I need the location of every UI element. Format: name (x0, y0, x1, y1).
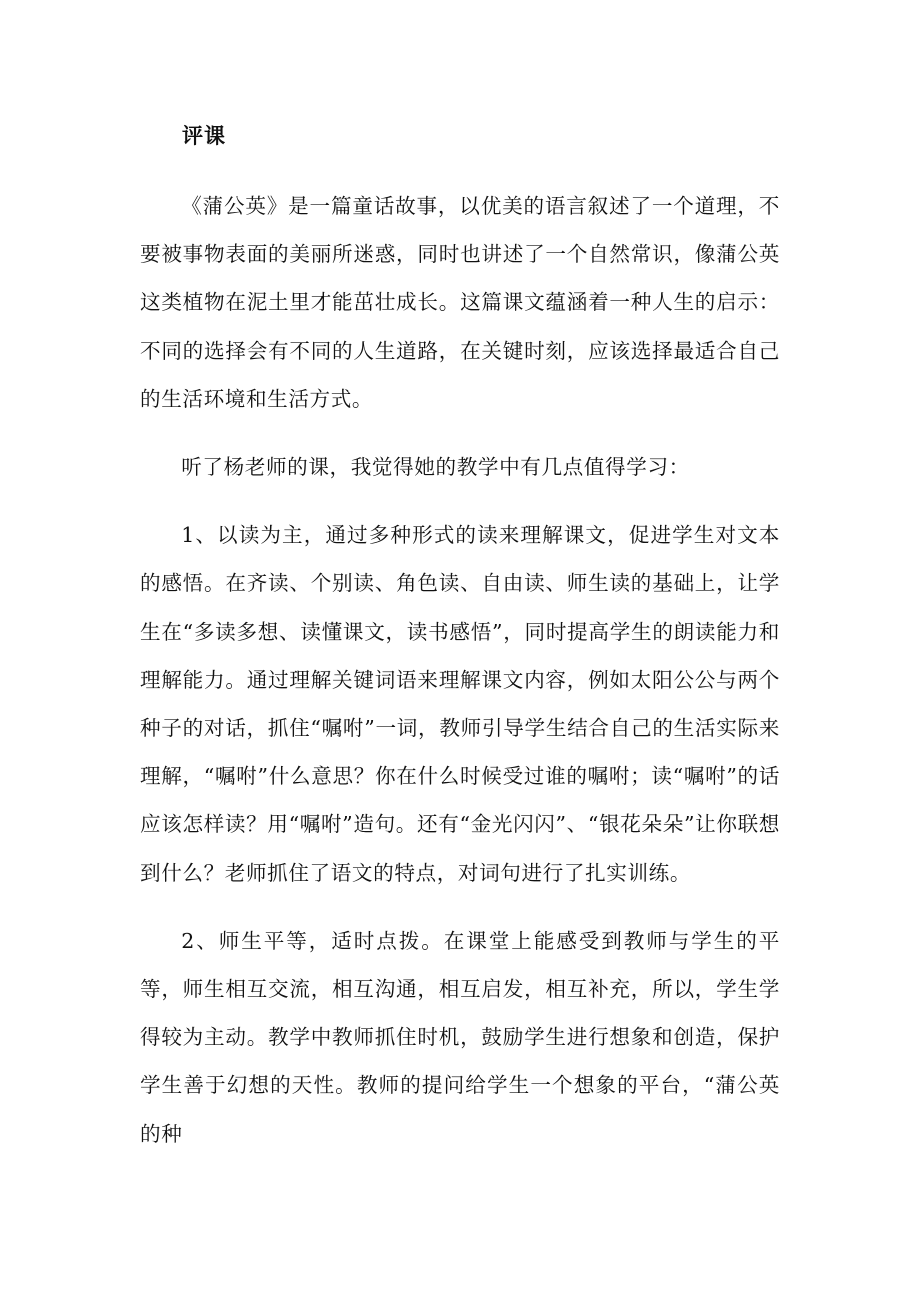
paragraph-point-2: 2、师生平等，适时点拨。在课堂上能感受到教师与学生的平等，师生相互交流，相互沟通，相互启发，相互补充，所以，学生学得较为主动。教学中教师抓住时机，鼓励学生进行想象和创造，保护学生善于幻想的天性。教师的提问给学生一个想象的平台，“蒲公英的种 (140, 928, 780, 1146)
paragraph-intro: 《蒲公英》是一篇童话故事，以优美的语言叙述了一个道理，不要被事物表面的美丽所迷惑，同时也讲述了一个自然常识，像蒲公英这类植物在泥土里才能茁壮成长。这篇课文蕴涵着一种人生的启示：不同的选择会有不同的人生道路，在关键时刻，应该选择最适合自己的生活环境和生活方式。 (140, 194, 780, 411)
document-title: 评课 (182, 123, 226, 148)
paragraph-point-1: 1、以读为主，通过多种形式的读来理解课文，促进学生对文本的感悟。在齐读、个别读、角色读、自由读、师生读的基础上，让学生在“多读多想、读懂课文，读书感悟”，同时提高学生的朗读能力和理解能力。通过理解关键词语来理解课文内容，例如太阳公公与两个种子的对话，抓住“嘱咐”一词，教师引导学生结合自己的生活实际来理解，“嘱咐”什么意思？你在什么时候受过谁的嘱咐；读“嘱咐”的话应该怎样读？用“嘱咐”造句。还有“金光闪闪”、“银花朵朵”让你联想到什么？老师抓住了语文的特点，对词句进行了扎实训练。 (140, 523, 780, 885)
paragraph-lead-in: 听了杨老师的课，我觉得她的教学中有几点值得学习： (181, 455, 690, 480)
